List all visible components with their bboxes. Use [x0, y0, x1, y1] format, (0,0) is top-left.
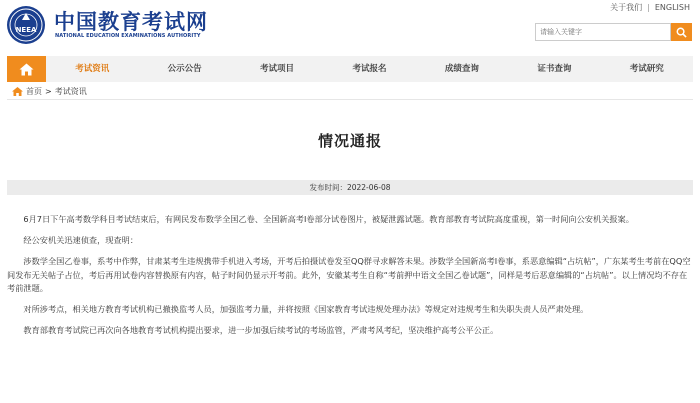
breadcrumb-separator: > [45, 87, 52, 96]
home-icon [19, 63, 34, 76]
search-input[interactable] [535, 23, 671, 41]
article-paragraph: 6月7日下午高考数学科目考试结束后，有网民发布数学全国乙卷、全国新高考Ⅰ卷部分试卷图片，被疑泄露试题。教育部教育考试院高度重视，第一时间向公安机关报案。 [23, 214, 634, 224]
divider [7, 99, 693, 100]
breadcrumb-home[interactable]: 首页 [26, 87, 42, 96]
main-nav [7, 56, 693, 82]
nav-certificate-query[interactable]: 证书查询 [537, 64, 572, 74]
logo-text: NEEA [15, 26, 37, 34]
nav-home-button[interactable] [7, 56, 46, 82]
home-icon [12, 87, 23, 96]
breadcrumb-current[interactable]: 考试资讯 [54, 87, 87, 96]
site-name[interactable]: 中国教育考试网 [54, 10, 208, 34]
article-body [7, 213, 693, 345]
nav-exam-registration[interactable]: 考试报名 [352, 64, 387, 74]
article-paragraph: 经公安机关迅速侦查，现查明： [23, 235, 139, 245]
site-header [0, 0, 700, 56]
nav-exam-news[interactable]: 考试资讯 [75, 64, 110, 74]
nav-exam-research[interactable]: 考试研究 [629, 64, 664, 74]
nav-announcements[interactable]: 公示公告 [167, 64, 202, 74]
breadcrumb [12, 86, 87, 97]
neea-logo-icon[interactable] [6, 5, 46, 45]
link-divider: | [647, 3, 650, 12]
site-name-en: NATIONAL EDUCATION EXAMINATIONS AUTHORITY [55, 33, 201, 39]
search-box [535, 23, 692, 41]
article-title: 情况通报 [317, 132, 382, 150]
nav-exam-programs[interactable]: 考试项目 [260, 64, 295, 74]
about-link[interactable]: 关于我们 [610, 3, 643, 12]
article-paragraph: 对所涉考点，相关地方教育考试机构已撤换监考人员，加强监考力量，并将按照《国家教育考试违规处理办法》等规定对违规考生和失职失责人员严肃处理。 [23, 304, 589, 314]
article-paragraph: 涉数学全国乙卷事，系考中作弊，甘肃某考生违规携带手机进入考场，开考后拍摄试卷发至QQ群寻求解答未果。涉数学全国新高考Ⅰ卷事，系恶意编辑“占坑帖”，广东某考生考前在QQ空间发布无关帖子占位，考后再用试卷内容替换原有内容，帖子时间仍显示开考前。此外，安徽某考生自称“考前押中语文全国乙卷试题”，同样是考后恶意编辑的“占坑帖”。以上情况均不存在考前泄题。 [7, 256, 691, 293]
nav-score-query[interactable]: 成绩查询 [444, 64, 479, 74]
search-button[interactable] [671, 23, 692, 41]
english-link[interactable]: ENGLISH [654, 3, 690, 12]
search-icon [676, 27, 687, 38]
article-paragraph: 教育部教育考试院已再次向各地教育考试机构提出要求，进一步加强后续考试的考场监管，严肃考风考纪，坚决维护高考公平公正。 [23, 325, 499, 335]
publish-time: 发布时间：2022-06-08 [7, 180, 693, 195]
